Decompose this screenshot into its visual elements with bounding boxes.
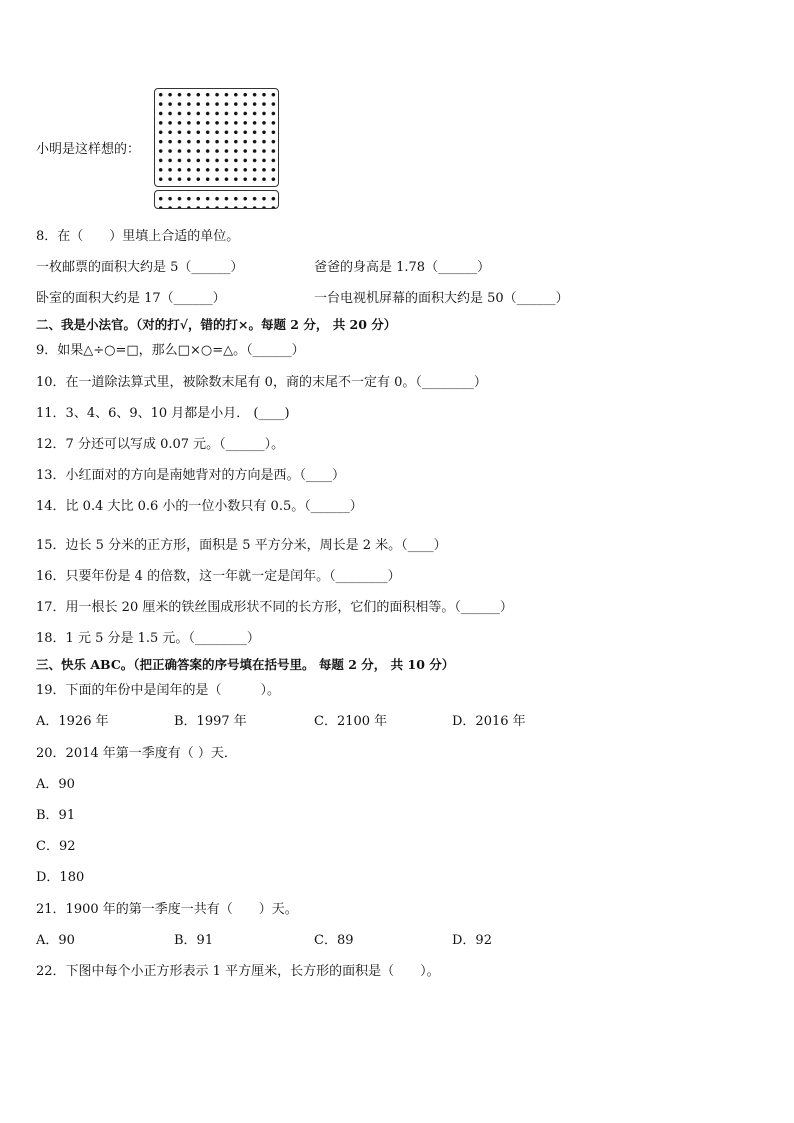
question-21-option-c: C．89 xyxy=(314,933,354,948)
question-21-option-a: A．90 xyxy=(36,933,75,948)
question-8-prompt: 8．在（ ）里填上合适的单位。 xyxy=(36,229,240,244)
question-20-prompt: 20．2014 年第一季度有（ ）天． xyxy=(36,746,237,761)
figure-caption: 小明是这样想的： xyxy=(36,142,141,157)
judge-question: 15．边长 5 分米的正方形，面积是 5 平方分米，周长是 2 米。（____） xyxy=(36,538,447,553)
dot-grid-main xyxy=(154,88,279,187)
question-22-prompt: 22．下图中每个小正方形表示 1 平方厘米，长方形的面积是（ ）。 xyxy=(36,964,440,979)
judge-question: 14．比 0.4 大比 0.6 小的一位小数只有 0.5。（______） xyxy=(36,499,363,514)
judge-question: 11．3、4、6、9、10 月都是小月． (____) xyxy=(36,406,290,421)
section-3-title: 三、快乐 ABC。（把正确答案的序号填在括号里。 每题 2 分， 共 10 分） xyxy=(36,657,455,672)
judge-question: 17．用一根长 20 厘米的铁丝围成形状不同的长方形，它们的面积相等。（______） xyxy=(36,600,513,615)
section-2-title: 二、我是小法官。（对的打√，错的打×。每题 2 分， 共 20 分） xyxy=(36,317,397,332)
question-21-prompt: 21．1900 年的第一季度一共有（ ）天。 xyxy=(36,902,298,917)
judge-question: 18．1 元 5 分是 1.5 元。（________） xyxy=(36,631,260,646)
judge-question: 10．在一道除法算式里，被除数末尾有 0，商的末尾不一定有 0。（________） xyxy=(36,375,487,390)
question-19-option-c: C．2100 年 xyxy=(314,714,388,729)
dot-grid-strip xyxy=(154,190,279,209)
question-19-prompt: 19．下面的年份中是闰年的是（ ）。 xyxy=(36,683,281,698)
question-20-option-d: D．180 xyxy=(36,870,85,885)
question-19-option-d: D．2016 年 xyxy=(452,714,526,729)
question-20-option-a: A．90 xyxy=(36,777,75,792)
question-8-item-c: 卧室的面积大约是 17（______） xyxy=(36,291,226,306)
question-8-item-d: 一台电视机屏幕的面积大约是 50（______） xyxy=(314,291,569,306)
question-20-option-b: B．91 xyxy=(36,808,76,823)
question-19-option-b: B．1997 年 xyxy=(174,714,247,729)
question-20-option-c: C．92 xyxy=(36,839,76,854)
judge-question: 13．小红面对的方向是南她背对的方向是西。（____） xyxy=(36,468,346,483)
question-8-item-b: 爸爸的身高是 1.78（______） xyxy=(314,260,491,275)
judge-question: 12．7 分还可以写成 0.07 元。（______）。 xyxy=(36,437,285,452)
judge-question: 9．如果△÷○=□，那么□×○=△。（______） xyxy=(36,343,305,358)
question-8-item-a: 一枚邮票的面积大约是 5（______） xyxy=(36,260,244,275)
question-21-option-b: B．91 xyxy=(174,933,214,948)
question-21-option-d: D．92 xyxy=(452,933,492,948)
question-19-option-a: A．1926 年 xyxy=(36,714,109,729)
judge-question: 16．只要年份是 4 的倍数，这一年就一定是闰年。（________） xyxy=(36,569,401,584)
